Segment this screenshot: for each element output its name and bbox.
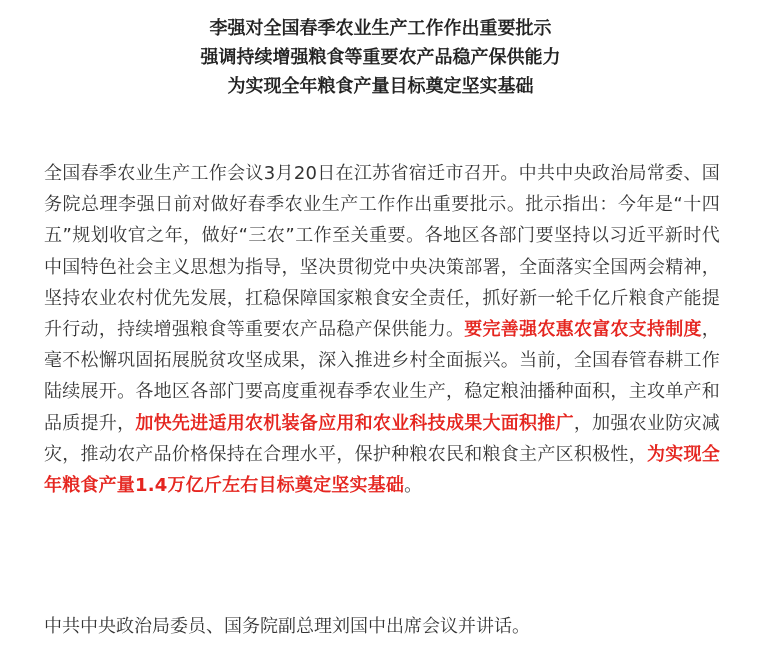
closing-paragraph: 中共中央政治局委员、国务院副总理刘国中出席会议并讲话。 [44,616,530,637]
highlight-grain-target: 为实现全年粮食产量1.4万亿斤左右目标奠定坚实基础 [44,443,720,497]
article-body-paragraph [44,158,720,501]
headline-line-2: 强调持续增强粮食等重要农产品稳产保供能力 [200,47,561,68]
headline-line-1: 李强对全国春季农业生产工作作出重要批示 [209,18,552,39]
highlight-support-system: 要完善强农惠农富农支持制度 [464,319,702,341]
article-headline [0,14,761,101]
body-text-segment: ，加强农业防灾减灾，推动农产品价格保持在合理水平，保护种粮农民和粮食主产区积极性， [44,412,720,465]
body-text-segment: 。 [404,475,423,497]
body-text-segment: ，毫不松懈巩固拓展脱贫攻坚成果，深入推进乡村全面振兴。当前，全国春管春耕工作陆续展开。各地区各部门要高度重视春季农业生产，稳定粮油播种面积，主攻单产和品质提升， [44,319,720,434]
headline-line-3: 为实现全年粮食产量目标奠定坚实基础 [227,76,534,97]
body-text-segment: 全国春季农业生产工作会议3月20日在江苏省宿迁市召开。中共中央政治局常委、国务院总理李强日前对做好春季农业生产工作作出重要批示。批示指出：今年是“十四五”规划收官之年，做好“三农”工作至关重要。各地区各部门要坚持以习近平新时代中国特色社会主义思想为指导，坚决贯彻党中央决策部署，全面落实全国两会精神，坚持农业农村优先发展，扛稳保障国家粮食安全责任，抓好新一轮千亿斤粮食产能提升行动，持续增强粮食等重要农产品稳产保供能力。 [44,163,720,341]
highlight-agri-machinery: 加快先进适用农机装备应用和农业科技成果大面积推广 [135,412,574,434]
